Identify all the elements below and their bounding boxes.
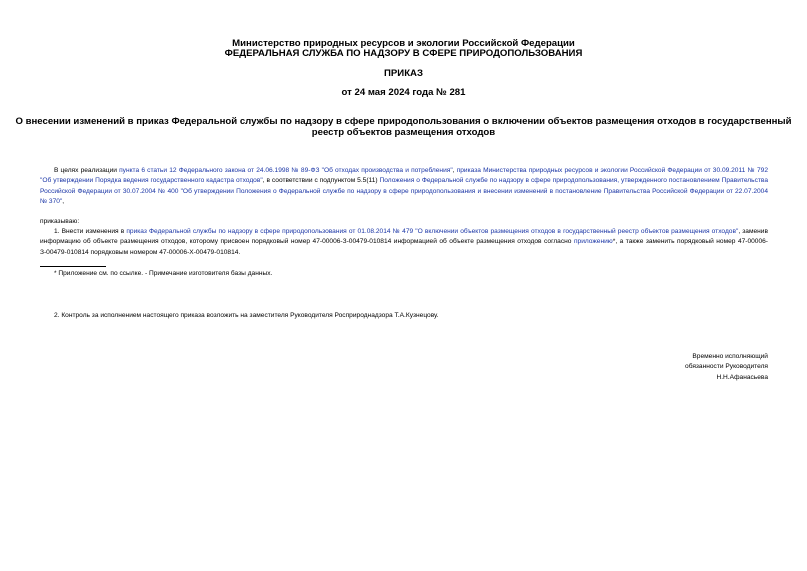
item-2-paragraph: 2. Контроль за исполнением настоящего приказа возложить на заместителя Руководителя Росприроднадзора Т.А.Кузнецову. xyxy=(54,312,439,319)
link-appendix[interactable]: приложению xyxy=(573,238,613,246)
link-ministry-order-792[interactable]: приказа Министерства природных ресурсов и экологии Российской Федерации от 30.09.2011 № 792 "Об утверждении Порядка ведения государственного кадастра отходов" xyxy=(40,167,769,185)
ministry-name: Министерство природных ресурсов и экологии Российской Федерации xyxy=(232,38,575,49)
document-title-line1: О внесении изменений в приказ Федеральной службы по надзору в сфере природопользования о включении объектов размещения отходов в государственный xyxy=(15,116,792,127)
signature-line2: обязанности Руководителя xyxy=(685,363,768,371)
document-type: ПРИКАЗ xyxy=(384,68,423,79)
signature-block xyxy=(685,352,768,383)
preamble-text-3: , в соответствии с подпунктом 5.5(11) xyxy=(262,177,380,185)
signature-line1: Временно исполняющий xyxy=(692,353,768,360)
item-1-paragraph xyxy=(40,227,768,258)
footnote-divider xyxy=(40,266,106,267)
link-regulation-400[interactable]: Положения о Федеральной службе по надзору в сфере природопользования, утвержденного постановлением Правительства Российской Федерации от 30.07.2004 № 400 "Об утверждении Положения о Федеральной службе по надзору в сфере природопользования и внесении изменений в постановление Правительства Российской Федерации от 22.07.2004 № 370" xyxy=(40,177,768,206)
order-word: приказываю: xyxy=(40,218,80,225)
item-1-text-1: 1. Внести изменения в xyxy=(54,228,127,235)
link-federal-law-89[interactable]: пункта 6 статьи 12 Федерального закона от 24.06.1998 № 89-ФЗ "Об отходах производства и потребления" xyxy=(119,167,453,174)
document-date-number: от 24 мая 2024 года № 281 xyxy=(341,87,466,98)
item-1-text-3: *, а также заменить порядковый номер 47-00006-З-00479-010814 порядковым номером 47-00006-Х-00479-010814. xyxy=(40,238,769,256)
preamble-text-4: , xyxy=(62,198,65,206)
item-1-text-2: , заменив информацию об объекте размещения отходов, которому присвоен порядковый номер 47-00006-З-00479-010814 информацией об объекте размещения отходов согласно xyxy=(40,228,768,246)
preamble-text-1: В целях реализации xyxy=(54,167,120,174)
preamble-paragraph xyxy=(40,166,768,208)
document-title-line2: реестр объектов размещения отходов xyxy=(311,127,496,138)
service-name: ФЕДЕРАЛЬНАЯ СЛУЖБА ПО НАДЗОРУ В СФЕРЕ ПРИРОДОПОЛЬЗОВАНИЯ xyxy=(224,48,583,59)
footnote: * Приложение см. по ссылке. - Примечание изготовителя базы данных. xyxy=(54,270,273,277)
link-order-479[interactable]: приказ Федеральной службы по надзору в сфере природопользования от 01.08.2014 № 479 "О включении объектов размещения отходов в государственный реестр объектов размещения отходов" xyxy=(126,228,739,235)
signature-name: Н.Н.Афанасьева xyxy=(716,373,768,381)
preamble-text-2: , xyxy=(452,167,457,174)
